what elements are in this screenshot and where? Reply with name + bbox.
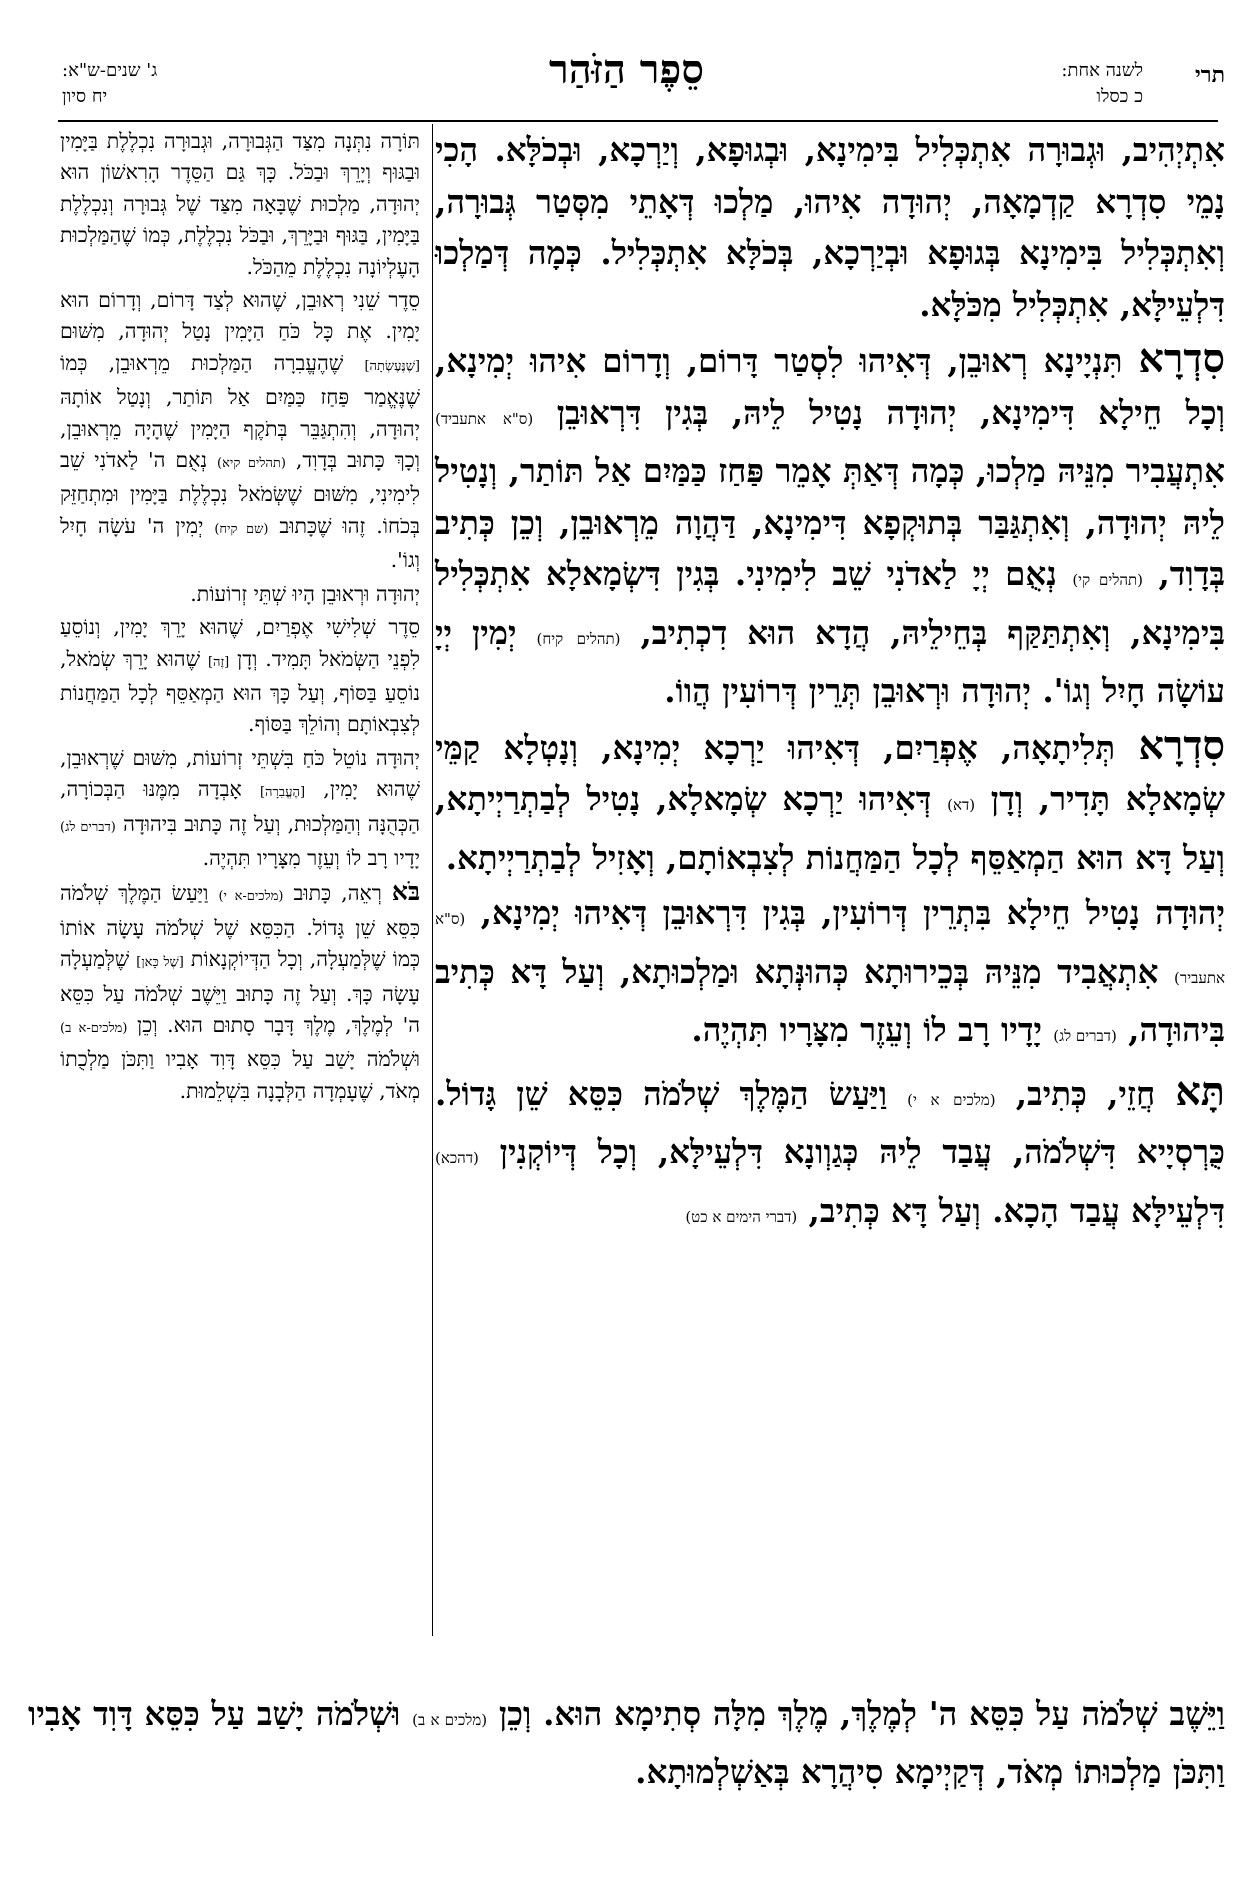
closing-citation: (מלכים א ב) <box>412 1711 488 1729</box>
side-p2-citation: [שֶׁנֶּעֶשְׂתָה] <box>364 358 420 374</box>
main-p3-text: דְּאִיהוּ יַרְכָא שְׂמָאלָא, נָטִיל לְבַתְרַיְיתָא, וְעַל דָּא הוּא הַמְאַסֵּף לְכָל הַמַּחֲנוֹת לְצִבְאוֹתָם, וְאָזִיל לְבַתְרַיְיתָא. <box>435 779 1225 877</box>
page-number-label: תרי <box>1195 62 1225 88</box>
closing-text: וּשְׁלֹמֹה יָשַׁב עַל כִּסֵּא דָּוִד אָבִיו וַתִּכֹּן מַלְכוּתוֹ מְאֹד, דְּקַיְימָא סִיהֲרָא בְּאַשְׁלְמוּתָא. <box>28 1694 1225 1791</box>
main-p2-text: נְאֻם יְיָ לַאדֹנִי שֵׁב לִימִינִי. בְּגִין דִּשְׂמָאלָא אִתְכְּלִיל בִּימִינָא, וְאִתְתַּקַּף בְּחֵילֵיהּ, הֲדָא הוּא דִכְתִיב, <box>435 554 1225 652</box>
main-p2-lead-word: סִדְרָא <box>1138 336 1225 382</box>
closing-paragraph <box>28 1688 1225 1797</box>
header-rule <box>58 120 1218 122</box>
side-p6-citation: (מלכים-א ב) <box>60 1020 128 1036</box>
side-p6-text: רְאֵה, כָּתוּב <box>283 881 392 906</box>
main-p5-lead-word: תָּא <box>1175 1068 1225 1115</box>
main-paragraph-5 <box>435 1067 1225 1244</box>
side-p6-citation: [שֶׁל כָּאן] <box>136 955 184 971</box>
side-p6-citation: (מלכים-א י) <box>218 889 284 905</box>
side-p2-text: שֶׁהֶעֱבִרָה הַמַּלְכוּת מֵרְאוּבֵן, כְּמוֹ שֶׁנֶּאֱמַר פַּחַז כַּמַּיִם אַל תּוֹתַר, וְנָטַל אוֹתָהּ יְהוּדָה, וְהִתְגַּבֵּר בְּתֹקֶף הַיָּמִין שֶׁהָיָה מֵרְאוּבֵן, וְכָךְ כָּתוּב בְּדָוִד, <box>60 350 420 473</box>
side-p2-citation: (שם קיח) <box>214 521 269 537</box>
side-p6-lead-word: בֹּא <box>391 877 420 907</box>
schedule-three-years <box>62 58 272 110</box>
main-p2-text: תִּנְיָינָא רְאוּבֵן, דְּאִיהוּ לִסְטַר דָּרוֹם, וְדָרוֹם אִיהוּ יְמִינָא, וְכָל חֵילָא דִּימִינָא, יְהוּדָה נָטִיל לֵיהּ, בְּגִין דִּרְאוּבֵן <box>435 341 1226 432</box>
side-p5-text: יְהוּדָה נוֹטֵל כֹּחַ בִּשְׁתֵּי זְרוֹעוֹת, מִשּׁוּם שֶׁרְאוּבֵן, שֶׁהוּא יָמִין, <box>60 745 420 802</box>
main-paragraph-4 <box>435 887 1225 1063</box>
main-p4-text: יְהוּדָה נָטִיל חֵילָא בִּתְרֵין דְּרוֹעִין, בְּגִין דִּרְאוּבֵן דְּאִיהוּ יְמִינָא, <box>465 893 1225 932</box>
hebrew-translation-column <box>60 126 420 1109</box>
book-title: סֵפֶר הַזֹּהַר <box>549 46 704 93</box>
schedule-three-years-label: ג' שנים-ש"א: <box>62 60 158 81</box>
side-p2-citation: (תהלים קיא) <box>217 456 286 472</box>
main-p1-text: אִתְיְהִיב, וּגְבוּרָה אִתְכְּלִיל בִּימִינָא, וּבְגוּפָא, וְיַרְכָא, וּבְכֹלָּא. הָכִי נָמֵי סִדְרָא קַדְמָאָה, יְהוּדָה אִיהוּ, מַלְכוּ דְּאָתֵי מִסְּטַר גְּבוּרָה, וְאִתְכְּלִיל בִּימִינָא בְּגוּפָא וּבְיַרְכָא, בְּכֹלָּא אִתְכְּלִיל. כְּמָה דְּמַלְכוּ דִּלְעֵילָּא, אִתְכְּלִיל מִכֹּלָּא. <box>435 130 1225 324</box>
schedule-one-year-label: לשנה אחת: <box>1061 60 1143 81</box>
side-p4-text: סֵדֶר שְׁלִישִׁי אֶפְרַיִם, שֶׁהוּא יָרֵךְ יָמִין, וְנוֹסֵעַ לִפְנֵי הַשְּׂמֹאל תָּמִיד. וְדָן <box>60 615 420 671</box>
side-p2-text: יְמִין ה' עֹשָׂה חָיִל וְגוֹ'. <box>60 513 420 573</box>
aramaic-text-column <box>435 124 1225 1247</box>
main-p2-text: יְמִין יְיָ עוֹשָׂה חָיִל וְגוֹ'. יְהוּדָה וּרְאוּבֵן תְּרֵין דְּרוֹעִין הֲווֹ. <box>435 612 1225 710</box>
main-p5-citation: (מלכים א י) <box>907 1090 996 1109</box>
main-p4-citation: (ס"א אתעביר) <box>435 910 1225 987</box>
schedule-three-years-date: יח סיון <box>62 86 108 107</box>
side-p3-text: יְהוּדָה וּרְאוּבֵן הָיוּ שְׁתֵּי זְרוֹעוֹת. <box>190 581 420 606</box>
side-p5-text: יָדָיו רָב לוֹ וְעֵזֶר מִצָּרָיו תִּהְיֶה. <box>202 845 420 870</box>
side-p6-text: וּשְׁלֹמֹה יָשַׁב עַל כִּסֵּא דָּוִד אָבִיו וַתִּכֹּן מַלְכֻתוֹ מְאֹד, שֶׁעָמְדָה הַלְּבָנָה בִּשְׁלֵמוּת. <box>60 1047 420 1103</box>
side-paragraph-1 <box>60 126 420 283</box>
main-p3-citation: (דא) <box>947 796 976 814</box>
side-p6-text: שֶׁלְּמַעְלָה עָשָׂה כָּךְ. וְעַל זֶה כָּתוּב וַיֵּשֶׁב שְׁלֹמֹה עַל כִּסֵּא ה' לְמֶלֶךְ, מֶלֶךְ דָּבָר סָתוּם הוּא. וְכֵן <box>60 947 421 1037</box>
main-p5-text: דִּלְעֵילָּא עֲבַד הָכָא. וְעַל דָּא כְּתִיב, <box>797 1190 1225 1230</box>
side-paragraph-2 <box>60 285 420 577</box>
side-paragraph-4 <box>60 612 420 741</box>
main-p4-citation: (דברים לג) <box>1053 1027 1117 1045</box>
main-p5-text: וַיַּעַשׂ הַמֶּלֶךְ שְׁלֹמֹה כִּסֵּא שֵׁן גָּדוֹל. כֻּרְסְיָיא דִּשְׁלֹמֹה, עֲבַד לֵיהּ כְּגַוְונָא דִּלְעֵילָּא, וְכָל דְּיוֹקְנִין <box>435 1073 1225 1171</box>
main-paragraph-3 <box>435 721 1225 884</box>
main-p5-text: חֲזֵי, כְּתִיב, <box>995 1073 1176 1113</box>
main-p2-citation: (תהלים קיח) <box>536 629 621 648</box>
side-p2-text: נְאֻם ה' לַאדֹנִי שֵׁב לִימִינִי, מִשּׁוּם שֶׁשְּׂמֹאל נִכְלֶלֶת בַּיָּמִין וּמִתְחַזֵּק בְּכֹחוֹ. זֶהוּ שֶׁכָּתוּב <box>60 448 421 538</box>
schedule-one-year-date: כ כסלו <box>1096 86 1143 107</box>
side-p5-text: אָבְדָה מִמֶּנּוּ הַבְּכוֹרָה, הַכְּהֻנָּה וְהַמַּלְכוּת, וְעַל זֶה כָּתוּב בִּיהוּדָה <box>60 777 420 836</box>
main-p4-text: אִתְאֲבִיד מִנֵּיהּ בְּכֵירוּתָא כְּהוּנְּתָא וּמַלְכוּתָא, וְעַל דָּא כְּתִיב בִּיהוּדָה, <box>435 951 1225 1049</box>
main-p3-lead-word: סִדְרָא <box>1138 722 1225 769</box>
main-p2-text: אִתְעֲבִיר מִנֵּיהּ מַלְכוּ, כְּמָה דְּאַתְּ אָמֵר פַּחַז כַּמַּיִם אַל תּוֹתַר, וְנָטִיל לֵיהּ יְהוּדָה, וְאִתְגַּבַּר בְּתוּקְפָא דִּימִינָא, דַּהֲוָה מֵרְאוּבֵן, וְכֵן כְּתִיב בְּדָוִד, <box>435 451 1226 593</box>
main-p2-citation: (תהלים קי) <box>1072 571 1143 589</box>
side-p5-citation: (דברים לג) <box>60 819 116 835</box>
side-paragraph-5 <box>60 743 420 875</box>
full-width-closing-text <box>28 1688 1225 1797</box>
main-p3-text: תְּלִיתָאָה, אֶפְרַיִם, דְּאִיהוּ יַרְכָא יְמִינָא, וְנָטְלָא קַמֵּי שְׂמָאלָא תָּדִיר, וְדָן <box>435 727 1225 818</box>
side-p4-citation: [זֶה] <box>207 654 230 670</box>
side-paragraph-3 <box>60 579 420 610</box>
main-p5-citation: (דברי הימים א כט) <box>685 1207 798 1226</box>
closing-text: וַיֵּשֶׁב שְׁלֹמֹה עַל כִּסֵּא ה' לְמֶלֶךְ, מֶלֶךְ מִלָּה סְתִימָא הוּא. וְכֵן <box>487 1694 1225 1733</box>
main-p2-citation: (ס"א אתעביד) <box>435 409 534 428</box>
main-p4-text: יָדָיו רָב לוֹ וְעֵזֶר מִצָּרָיו תִּהְיֶה. <box>691 1010 1054 1049</box>
side-p6-text: וַיַּעַשׂ הַמֶּלֶךְ שְׁלֹמֹה כִּסֵּא שֵׁן גָּדוֹל. הַכִּסֵּא שֶׁל שְׁלֹמֹה עָשָׂה אוֹתוֹ כְּמוֹ שֶׁלְּמַעְלָה, וְכָל הַדְּיוֹקְנָאוֹת <box>60 881 420 972</box>
side-p2-text: סֵדֶר שֵׁנִי רְאוּבֵן, שֶׁהוּא לְצַד דָּרוֹם, וְדָרוֹם הוּא יָמִין. אֶת כָּל כֹּחַ הַיָּמִין נָטַל יְהוּדָה, מִשּׁוּם <box>60 288 420 344</box>
side-paragraph-6 <box>60 876 420 1107</box>
side-p1-text: תּוֹרָה נִתְּנָה מִצַּד הַגְּבוּרָה, וּגְבוּרָה נִכְלֶלֶת בַּיָּמִין וּבַגּוּף וְיָרֵךְ וּבַכֹּל. כָּךְ גַּם הַסֵּדֶר הָרִאשׁוֹן הוּא יְהוּדָה, מַלְכוּת שֶׁבָּאָה מִצַּד שֶׁל גְּבוּרָה וְנִכְלֶלֶת בַּיָּמִין, בַּגּוּף וּבַיָּרֵךְ, וּבַכֹּל נִכְלֶלֶת, כְּמוֹ שֶׁהַמַּלְכוּת הָעֶלְיוֹנָה נִכְלֶלֶת מֵהַכֹּל. <box>60 129 420 279</box>
side-p4-text: שֶׁהוּא יָרֵךְ שְׂמֹאל, נוֹסֵעַ בַּסּוֹף, וְעַל כָּךְ הוּא הַמְאַסֵּף לְכָל הַמַּחֲנוֹת לְצִבְאוֹתָם וְהוֹלֵךְ בַּסּוֹף. <box>60 646 420 737</box>
side-p5-citation: [הֶעֱבִרָה] <box>259 785 306 801</box>
main-paragraph-2 <box>435 334 1225 717</box>
main-paragraph-1 <box>435 124 1225 330</box>
column-divider <box>432 124 433 1636</box>
main-p5-citation: (דהכא) <box>435 1149 479 1167</box>
